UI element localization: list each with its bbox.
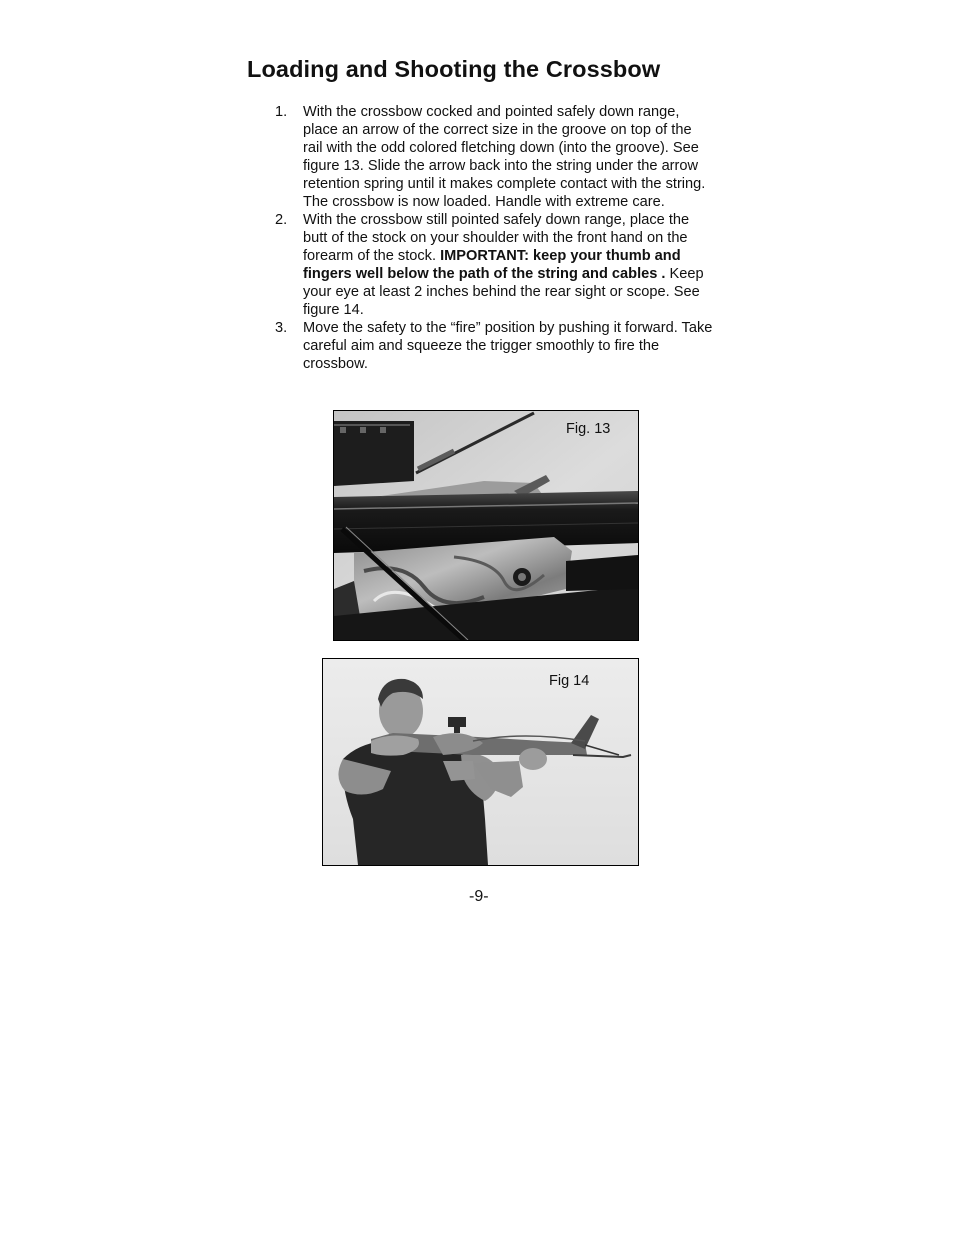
- figure-13-label: Fig. 13: [566, 421, 611, 437]
- crossbow-rail-photo: [334, 411, 638, 640]
- step-text-intro: With the crossbow still pointed safely down range, place the butt of the stock on your shoulder with the front hand on the forearm of the stock.: [303, 212, 690, 264]
- page-title: Loading and Shooting the Crossbow: [247, 56, 661, 82]
- step-text: With the crossbow cocked and pointed safely down range, place an arrow of the correct size in the groove on top of the rail with the odd colored fletching down (into the groove). See figure 13. Slide the arrow back into the string under the arrow retention spring until it makes complete contact with the string. The crossbow is now loaded. Handle with extreme care.: [303, 104, 706, 210]
- instruction-step-2: [275, 211, 715, 319]
- instruction-step-3: [275, 319, 715, 373]
- page-number: -9-: [469, 888, 489, 905]
- figure-14-label: Fig 14: [549, 673, 590, 689]
- step-number: 2.: [275, 212, 288, 228]
- archer-aiming-photo: [323, 659, 638, 865]
- instruction-step-1: [275, 103, 715, 211]
- step-text-outro: Keep your eye at least 2 inches behind the rear sight or scope. See figure 14.: [303, 266, 704, 318]
- figure-14-photo: [322, 658, 639, 866]
- safety-warning: IMPORTANT: keep your thumb and fingers well below the path of the string and cables .: [303, 248, 681, 282]
- step-number: 1.: [275, 104, 288, 120]
- step-text: Move the safety to the “fire” position by pushing it forward. Take careful aim and squeeze the trigger smoothly to fire the crossbow.: [303, 320, 713, 372]
- figure-13-photo: [333, 410, 639, 641]
- step-number: 3.: [275, 320, 288, 336]
- instruction-list: [275, 103, 715, 373]
- step-text: [303, 212, 704, 318]
